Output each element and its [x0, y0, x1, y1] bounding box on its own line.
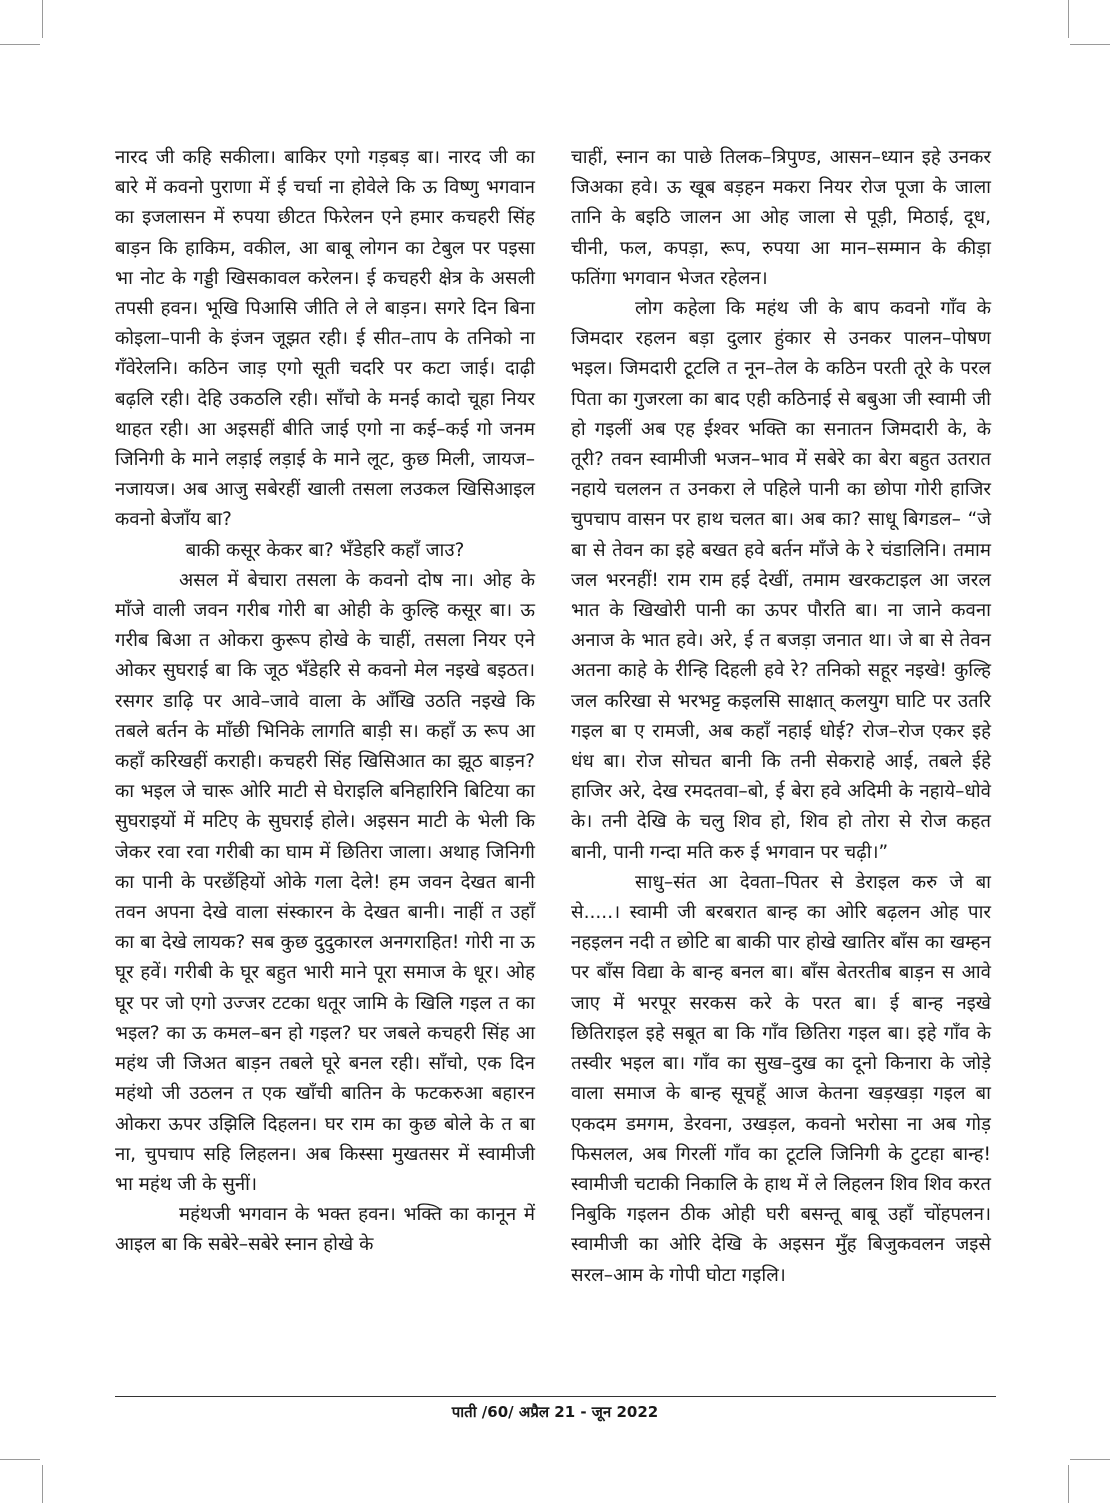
paragraph: बाकी कसूर केकर बा? भँडेहरि कहाँ जाउ?	[185, 539, 465, 561]
paragraph: लोग कहेला कि महंथ जी के बाप कवनो गाँव के जिमदार रहलन बड़ा दुलार हुंकार से उनकर पालन–पोषण भइल। जिमदारी टूटलि त नून–तेल के कठिन परती तूरे के परल पिता का गुजरला का बाद एही कठिनाई से बबुआ जी स्वामी जी हो गइलीं अब एह ईश्वर भक्ति का सनातन जिमदारी के, के तूरी? तवन स्वामीजी भजन–भाव में सबेरे का बेरा बहुत उतरात नहाये चललन त उनकरा ले पहिले पानी का छोपा गोरी हाजिर चुपचाप वासन पर हाथ चलत बा। अब का? साधू बिगडल– “जे बा से तेवन का इहे बखत हवे बर्तन माँजे के रे चंडालिनि। तमाम जल भरनहीं! राम राम हई देखीं, तमाम खरकटाइल आ जरल भात के खिखोरी पानी का ऊपर पौरति बा। ना जाने कवना अनाज के भात हवे। अरे, ई त बजड़ा जनात था। जे बा से तेवन अतना काहे के रीन्हि दिहली हवे रे? तनिको सहूर नइखे! कुल्हि जल करिखा से भरभट्ट कइलसि साक्षात् कलयुग घाटि पर उतरि गइल बा ए रामजी, अब कहाँ नहाई धोई? रोज–रोज एकर इहे धंध बा। रोज सोचत बानी कि तनी सेकराहे आई, तबले ईहे हाजिर अरे, देख रमदतवा–बो, ई बेरा हवे अदिमी के नहाये–धोवे के। तनी देखि के चलु शिव हो, शिव हो तोरा से रोज कहत बानी, पानी गन्दा मति करु ई भगवान पर चढ़ी।”	[571, 298, 991, 863]
crop-mark-top-right	[1068, 0, 1069, 38]
crop-mark-bottom-right	[1068, 1465, 1069, 1503]
crop-mark-top-right-h	[1070, 44, 1110, 45]
crop-mark-top-left	[42, 0, 43, 38]
paragraph: साधु–संत आ देवता–पितर से डेराइल करु जे बा से.....। स्वामी जी बरबरात बान्ह का ओरि बढ़लन ओह पार नहइलन नदी त छोटि बा बाकी पार होखे खातिर बाँस का खम्हन पर बाँस विद्या के बान्ह बनल बा। बाँस बेतरतीब बाड़न स आवे जाए में भरपूर सरकस करे के परत बा। ई बान्ह नइखे छितिराइल इहे सबूत बा कि गाँव छितिरा गइल बा। इहे गाँव के तस्वीर भइल बा। गाँव का सुख–दुख का दूनो किनारा के जोड़े वाला समाज के बान्ह सूचहूँ आज केतना खड़खड़ा गइल बा एकदम डमगम, डेरवना, उखड़ल, कवनो भरोसा ना अब गोड़ फिसलल, अब गिरलीं गाँव का टूटलि जिनिगी के टुटहा बान्ह! स्वामीजी चटाकी निकालि के हाथ में ले लिहलन शिव शिव करत निबुकि गइलन ठीक ओही घरी बसन्तू बाबू उहाँ चोंहपलन। स्वामीजी का ओरि देखि के अइसन मुँह बिजुकवलन जइसे सरल–आम के गोपी घोटा गइलि।	[571, 871, 991, 1286]
page-footer: पाती /60/ अप्रैल 21 - जून 2022	[451, 1403, 659, 1421]
crop-mark-bottom-left	[42, 1465, 43, 1503]
paragraph: महंथजी भगवान के भक्त हवन। भक्ति का कानून में आइल बा कि सबेरे–सबेरे स्नान होखे के	[115, 1204, 535, 1256]
paragraph: नारद जी कहि सकीला। बाकिर एगो गड़बड़ बा। नारद जी का बारे में कवनो पुराणा में ई चर्चा ना होवेले कि ऊ विष्णु भगवान का इजलासन में रुपया छीटत फिरेलन एने हमार कचहरी सिंह बाड़न कि हाकिम, वकील, आ बाबू लोगन का टेबुल पर पइसा भा नोट के गड्डी खिसकावल करेलन। ई कचहरी क्षेत्र के असली तपसी हवन। भूखि पिआसि जीति ले ले बाड़न। सगरे दिन बिना कोइला–पानी के इंजन जूझत रही। ई सीत–ताप के तनिको ना गँवेरेलनि। कठिन जाड़ एगो सूती चदरि पर कटा जाई। दाढ़ी बढ़लि रही। देहि उकठलि रही। साँचो के मनई कादो चूहा नियर थाहत रही। आ अइसहीं बीति जाई एगो ना कई–कई गो जनम जिनिगी के माने लड़ाई लड़ाई के माने लूट, कुछ मिली, जायज–नजायज। अब आजु सबेरहीं खाली तसला लउकल खिसिआइल कवनो बेजाँय बा?	[115, 147, 535, 531]
crop-mark-bottom-right-h	[1070, 1459, 1110, 1460]
paragraph: चाहीं, स्नान का पाछे तिलक–त्रिपुण्ड, आसन–ध्यान इहे उनकर जिअका हवे। ऊ खूब बड़हन मकरा नियर रोज पूजा के जाला तानि के बइठि जालन आ ओह जाला से पूड़ी, मिठाई, दूध, चीनी, फल, कपड़ा, रूप, रुपया आ मान–सम्मान के कीड़ा फतिंगा भगवान भेजत रहेलन।	[571, 147, 991, 289]
left-column	[115, 143, 535, 1261]
footer-rule	[115, 1396, 996, 1397]
right-column	[571, 143, 991, 1291]
crop-mark-bottom-left-h	[0, 1459, 40, 1460]
crop-mark-top-left-h	[0, 44, 40, 45]
paragraph: असल में बेचारा तसला के कवनो दोष ना। ओह के माँजे वाली जवन गरीब गोरी बा ओही के कुल्हि कसूर बा। ऊ गरीब बिआ त ओकरा कुरूप होखे के चाहीं, तसला नियर एने ओकर सुघराई बा कि जूठ भँडेहरि से कवनो मेल नइखे बइठत। रसगर डाढ़ि पर आवे–जावे वाला के आँखि उठति नइखे कि तबले बर्तन के माँछी भिनिके लागति बाड़ी स। कहाँ ऊ रूप आ कहाँ करिखहीं कराही। कचहरी सिंह खिसिआत का झूठ बाड़न? का भइल जे चारू ओरि माटी से घेराइलि बनिहारिनि बिटिया का सुघराइयों में मटिए के सुघराई होले। अइसन माटी के भेली कि जेकर रवा रवा गरीबी का घाम में छितिरा जाला। अथाह जिनिगी का पानी के परछँहियों ओके गला देले! हम जवन देखत बानी तवन अपना देखे वाला संस्कारन के देखत बानी। नाहीं त उहाँ का बा देखे लायक? सब कुछ दुदुकारल अनगराहित! गोरी ना ऊ घूर हवें। गरीबी के घूर बहुत भारी माने पूरा समाज के धूर। ओह घूर पर जो एगो उज्जर टटका धतूर जामि के खिलि गइल त का भइल? का ऊ कमल–बन हो गइल? घर जबले कचहरी सिंह आ महंथ जी जिअत बाड़न तबले घूरे बनल रही। साँचो, एक दिन महंथो जी उठलन त एक खाँची बातिन के फटकरुआ बहारन ओकरा ऊपर उझिलि दिहलन। घर राम का कुछ बोले के त बा ना, चुपचाप सहि लिहलन। अब किस्सा मुखतसर में स्वामीजी भा महंथ जी के सुनीं।	[115, 569, 535, 1195]
